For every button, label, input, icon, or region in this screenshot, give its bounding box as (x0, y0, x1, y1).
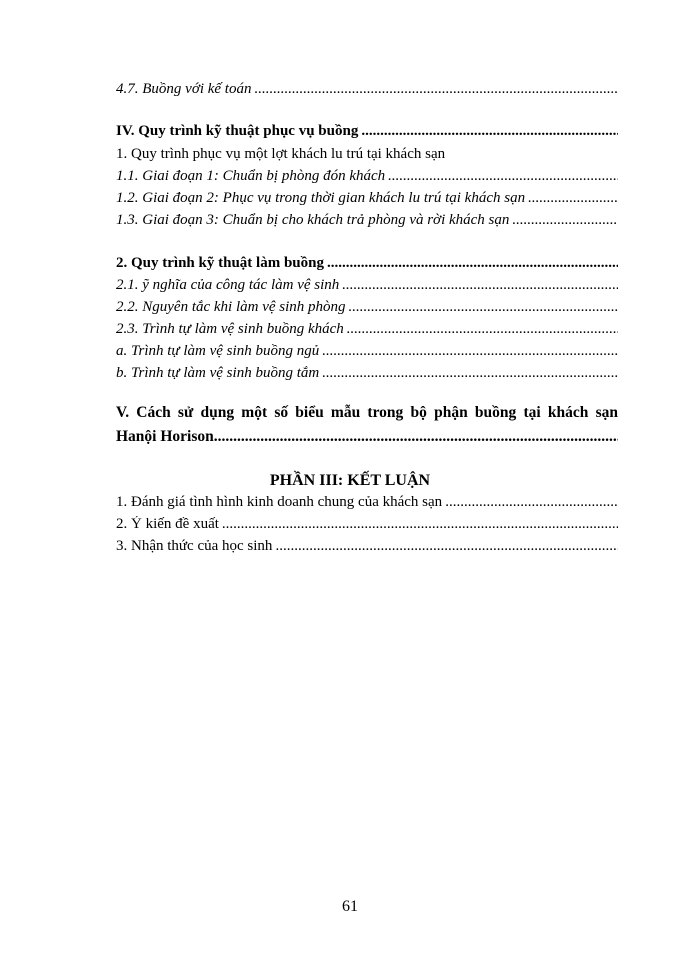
dot-leader (322, 365, 618, 382)
dot-leader (512, 212, 618, 229)
toc-entry-2-3 (116, 321, 618, 343)
conclusion-entry-2 (116, 516, 618, 538)
dot-leader (275, 538, 618, 555)
dot-leader (361, 123, 618, 140)
toc-section-text: IV. Quy trình kỹ thuật phục vụ buồng (116, 123, 359, 139)
dot-leader (445, 494, 618, 511)
dot-leader (388, 168, 618, 185)
toc-section-iv (116, 123, 618, 145)
dot-leader (254, 81, 618, 98)
toc-section-v-line1: V. Cách sử dụng một số biểu mẫu trong bộ phận buồng tại khách sạn (116, 404, 618, 421)
toc-entry-1-1 (116, 168, 618, 190)
dot-leader (528, 190, 618, 207)
toc-section-v-line2 (116, 428, 618, 450)
toc-entry-text: 2.3. Trình tự làm vệ sinh buồng khách (116, 321, 344, 337)
toc-entry-1-3 (116, 212, 618, 234)
toc-entry-b (116, 365, 618, 387)
toc-entry-1-2 (116, 190, 618, 212)
dot-leader (327, 255, 618, 272)
dot-leader (347, 321, 618, 338)
toc-section-2 (116, 255, 618, 277)
conclusion-entry-1 (116, 494, 618, 516)
part-iii-heading: PHẦN III: KẾT LUẬN (269, 472, 431, 489)
dot-leader (214, 428, 618, 446)
dot-leader (349, 299, 618, 316)
toc-entry-4-7 (116, 81, 618, 103)
toc-entry-text: 4.7. Buồng với kế toán (116, 81, 252, 97)
toc-entry-text: a. Trình tự làm vệ sinh buồng ngủ (116, 343, 320, 359)
toc-section-text: Hanội Horison (116, 428, 214, 445)
toc-entry-1 (116, 146, 618, 168)
toc-entry-text: 1. Đánh giá tình hình kinh doanh chung của khách sạn (116, 494, 443, 510)
page-number: 61 (342, 898, 358, 915)
toc-entry-text: b. Trình tự làm vệ sinh buồng tắm (116, 365, 320, 381)
toc-entry-text: 1.1. Giai đoạn 1: Chuẩn bị phòng đón khách (116, 168, 386, 184)
toc-entry-2-1 (116, 277, 618, 299)
dot-leader (322, 343, 618, 360)
toc-entry-text: 1.3. Giai đoạn 3: Chuẩn bị cho khách trả phòng và rời khách sạn (116, 212, 510, 228)
toc-entry-text: 2.2. Nguyên tắc khi làm vệ sinh phòng (116, 299, 346, 315)
dot-leader (222, 516, 618, 533)
toc-entry-text: 2.1. ỹ nghĩa của công tác làm vệ sinh (116, 277, 340, 293)
dot-leader (342, 277, 618, 294)
toc-entry-text: 2. Ý kiến đề xuất (116, 516, 219, 532)
toc-entry-a (116, 343, 618, 365)
toc-entry-text: 3. Nhận thức của học sinh (116, 538, 273, 554)
toc-entry-2-2 (116, 299, 618, 321)
toc-entry-text: 1.2. Giai đoạn 2: Phục vụ trong thời gian khách lu trú tại khách sạn (116, 190, 526, 206)
toc-entry-text: 1. Quy trình phục vụ một lợt khách lu trú tại khách sạn (116, 146, 446, 162)
toc-section-text: 2. Quy trình kỹ thuật làm buồng (116, 255, 324, 271)
conclusion-entry-3 (116, 538, 618, 560)
